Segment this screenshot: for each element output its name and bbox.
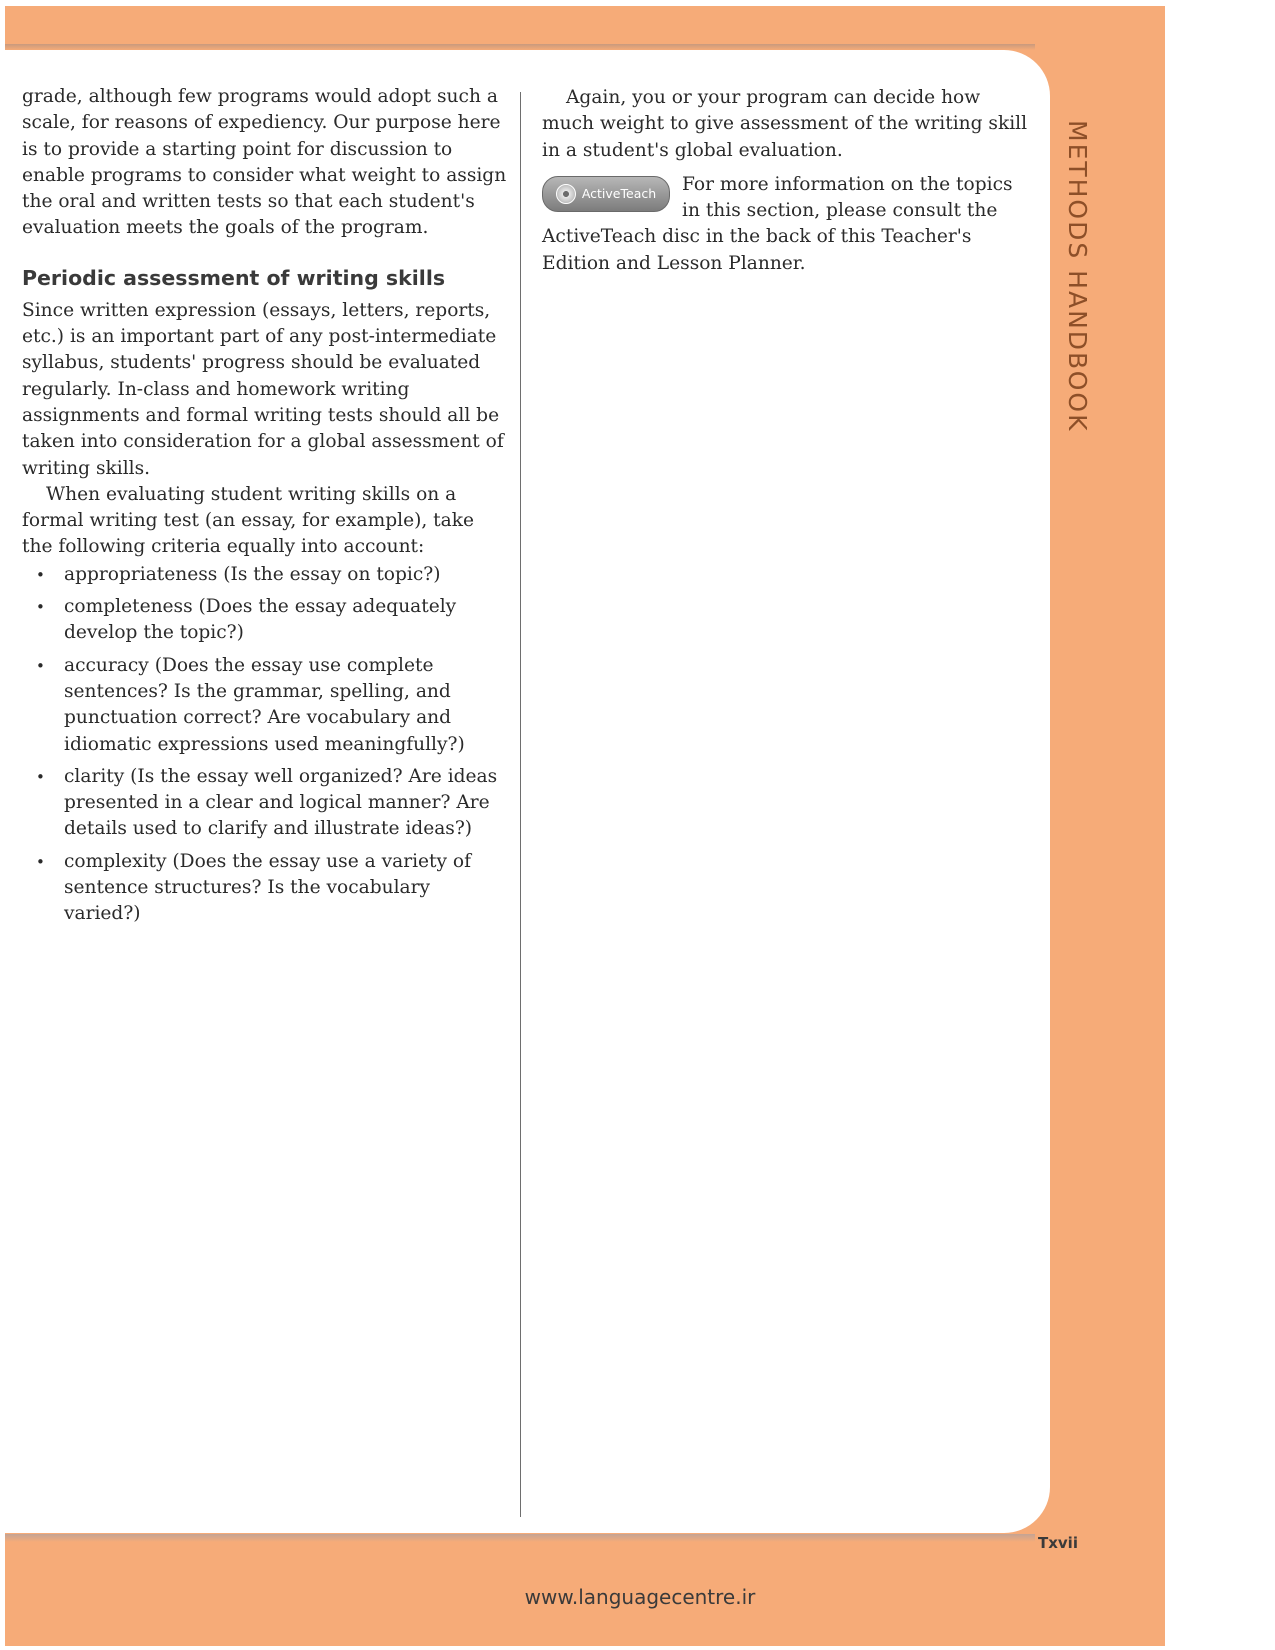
column-divider (520, 92, 521, 1517)
list-item-text: completeness (Does the essay adequately develop the topic?) (64, 596, 457, 644)
list-item (22, 594, 507, 647)
bullet-icon: • (36, 767, 45, 786)
right-paragraph-1: Again, you or your program can decide how much weight to give assessment of the writing skill in a student's global evaluation. (542, 87, 1028, 161)
right-paragraph-2: For more information on the topics in this section, please consult the ActiveTeach disc in the back of this Teacher's Edition and Lesson Planner. (542, 173, 1013, 274)
left-column (22, 84, 507, 934)
bullet-icon: • (36, 565, 45, 584)
activeteach-badge (542, 176, 670, 212)
activeteach-note (542, 172, 1032, 277)
list-item (22, 653, 507, 758)
list-item-text: complexity (Does the essay use a variety of sentence structures? Is the vocabulary varied?) (64, 850, 471, 925)
footer-url: www.languagecentre.ir (524, 1585, 756, 1609)
list-item (22, 764, 507, 843)
left-paragraph-3: When evaluating student writing skills on a formal writing test (an essay, for example), take the following criteria equally into account: (22, 483, 474, 558)
bullet-icon: • (36, 598, 45, 617)
left-paragraph-2: Since written expression (essays, letters, reports, etc.) is an important part of any post-intermediate syllabus, students' progress should be evaluated regularly. In-class and homework writing assignments and formal writing tests should all be taken into consideration for a global assessment of writing skills. (22, 299, 504, 479)
side-title: METHODS HANDBOOK (1063, 120, 1092, 433)
list-item (22, 849, 507, 928)
bullet-icon: • (36, 656, 45, 675)
activeteach-badge-label: ActiveTeach (581, 185, 657, 201)
criteria-list (22, 562, 507, 928)
list-item-text: appropriateness (Is the essay on topic?) (64, 563, 441, 585)
right-column (542, 85, 1032, 277)
list-item-text: clarity (Is the essay well organized? Are ideas presented in a clear and logical manner? Are details used to clarify and illustrate ideas?) (64, 765, 498, 840)
list-item (22, 562, 507, 588)
left-paragraph-1: grade, although few programs would adopt such a scale, for reasons of expediency. Our purpose here is to provide a starting point for discussion to enable programs to consider what weight to assign the oral and written tests so that each student's evaluation meets the goals of the program. (22, 86, 507, 239)
bullet-icon: • (36, 852, 45, 871)
list-item-text: accuracy (Does the essay use complete sentences? Is the grammar, spelling, and punctuation correct? Are vocabulary and idiomatic expressions used meaningfully?) (64, 654, 465, 755)
page-number: Txvii (1038, 1534, 1078, 1552)
disc-icon (556, 184, 576, 204)
section-heading: Periodic assessment of writing skills (22, 265, 446, 290)
frame-bottom-shadow (5, 1534, 1035, 1542)
